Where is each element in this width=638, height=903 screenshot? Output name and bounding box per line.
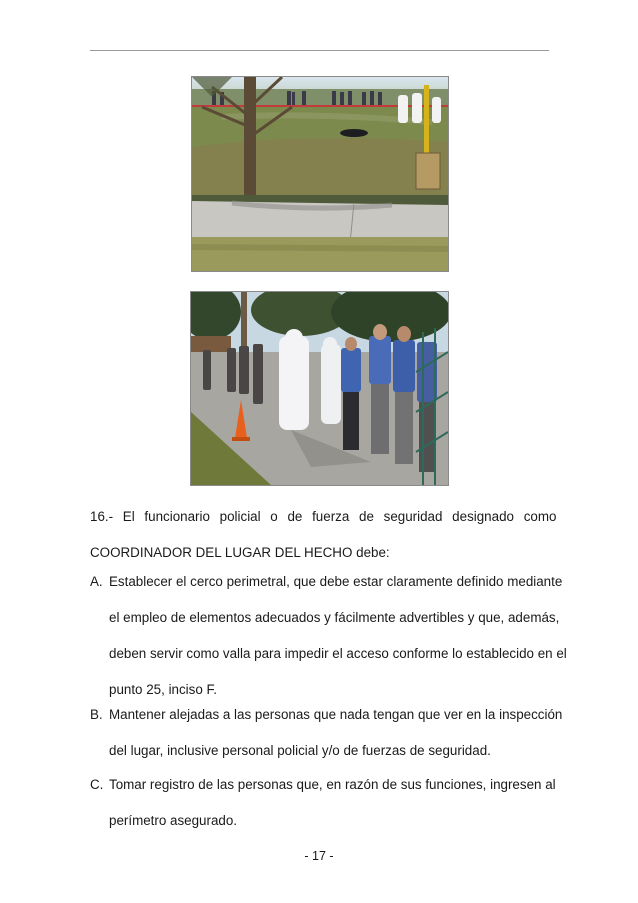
list-item-line: perímetro asegurado. xyxy=(109,813,238,828)
list-item-line: deben servir como valla para impedir el acceso conforme lo establecido en el xyxy=(109,646,567,661)
list-item-letter: C. xyxy=(90,777,104,792)
page-number: - 17 - xyxy=(304,849,334,863)
list-item-letter: B. xyxy=(90,707,103,722)
intro-paragraph xyxy=(90,502,557,568)
header-rule xyxy=(90,50,549,51)
list-item-line: Establecer el cerco perimetral, que debe estar claramente definido mediante xyxy=(109,574,563,589)
crime-scene-photo-personnel-briefing xyxy=(190,291,449,486)
list-item-line: del lugar, inclusive personal policial y/o de fuerzas de seguridad. xyxy=(109,743,491,758)
list-item-line: Tomar registro de las personas que, en razón de sus funciones, ingresen al xyxy=(109,777,556,792)
crime-scene-photo-cordoned-area xyxy=(191,76,449,272)
list-item-letter: A. xyxy=(90,574,103,589)
intro-line: COORDINADOR DEL LUGAR DEL HECHO debe: xyxy=(90,545,390,560)
list-item-line: Mantener alejadas a las personas que nada tengan que ver en la inspección xyxy=(109,707,563,722)
list-item-line: punto 25, inciso F. xyxy=(109,682,217,697)
list-item-line: el empleo de elementos adecuados y fácilmente advertibles y que, además, xyxy=(109,610,560,625)
intro-line: 16.- El funcionario policial o de fuerza de seguridad designado como xyxy=(90,509,557,524)
